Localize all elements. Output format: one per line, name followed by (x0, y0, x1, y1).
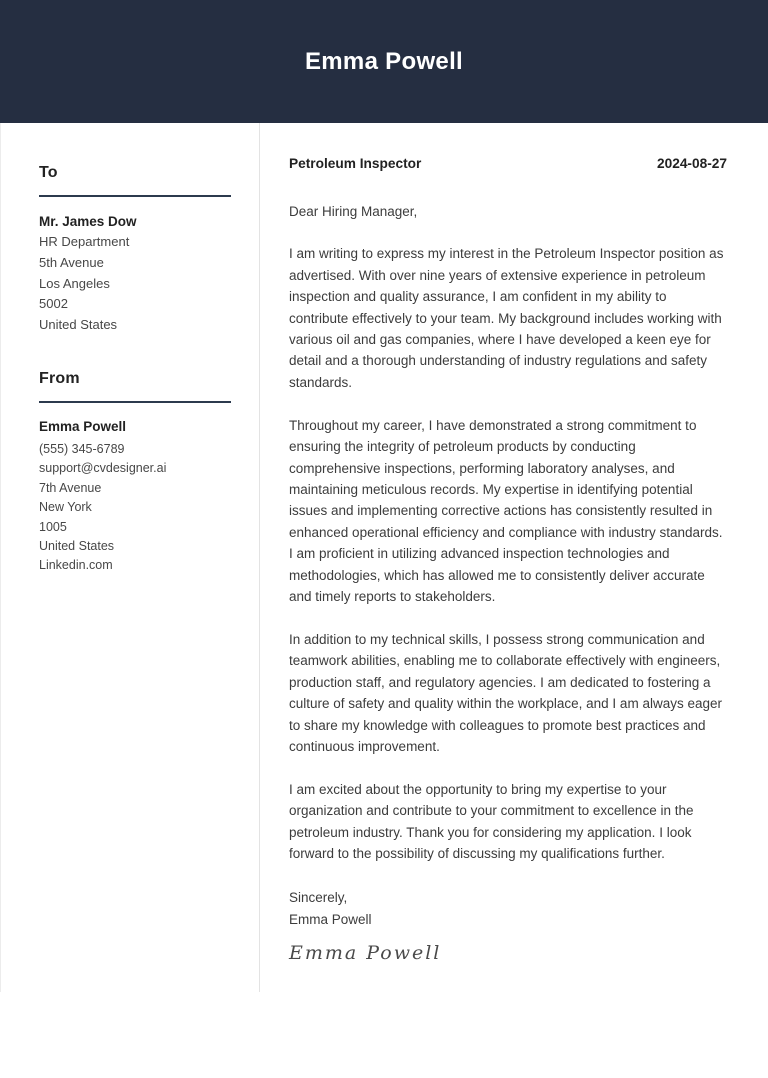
closing-name: Emma Powell (289, 911, 372, 927)
recipient-country: United States (39, 317, 118, 333)
sidebar (1, 123, 260, 992)
sender-city: New York (39, 500, 92, 515)
letter-paragraph: I am excited about the opportunity to bring my expertise to your organization and contribute to your commitment to excellence in the petroleum industry. Thank you for considering my application. I look forward to the possibility of discussing my qualifications further. (289, 781, 694, 862)
letter-paragraph: I am writing to express my interest in the Petroleum Inspector position as advertised. With over nine years of extensive experience in petroleum inspection and quality assurance, I am confident in my ability to contribute effectively to your team. My background includes working with various oil and gas companies, where I have developed a keen eye for detail and a thorough understanding of industry regulations and safety standards. (289, 246, 724, 390)
sender-name: Emma Powell (39, 418, 127, 434)
content-area (0, 123, 768, 992)
sender-street: 7th Avenue (39, 480, 102, 495)
sender-postcode: 1005 (39, 519, 67, 534)
closing-salutation: Sincerely, (289, 890, 348, 906)
recipient-postcode: 5002 (39, 296, 68, 312)
sender-country: United States (39, 539, 115, 554)
letter-paragraph: Throughout my career, I have demonstrated a strong commitment to ensuring the integrity of petroleum products by conducting comprehensive inspections, performing laboratory analyses, and maintaining meticulous records. My expertise in identifying potential issues and implementing corrective actions has consistently resulted in enhanced operational efficiency and compliance with industry standards. I am proficient in utilizing advanced inspection technologies and methodologies, which has allowed me to consistently deliver accurate and timely reports to stakeholders. (289, 417, 723, 604)
to-section-rule (39, 195, 231, 197)
handwritten-signature: Emma Powell (289, 942, 442, 965)
header-banner (0, 0, 768, 123)
from-section (39, 370, 231, 576)
from-section-rule (39, 401, 231, 403)
letter-header (289, 156, 727, 171)
closing-block (289, 887, 727, 930)
salutation: Dear Hiring Manager, (289, 204, 418, 219)
to-heading: To (39, 164, 58, 181)
from-heading: From (39, 369, 80, 387)
recipient-city: Los Angeles (39, 275, 110, 291)
recipient-name: Mr. James Dow (39, 214, 137, 229)
sender-linkedin[interactable]: Linkedin.com (39, 558, 113, 573)
job-title: Petroleum Inspector (289, 156, 422, 171)
letter-date: 2024-08-27 (656, 156, 727, 171)
to-section (39, 164, 231, 336)
sender-phone: (555) 345-6789 (39, 441, 125, 456)
recipient-street: 5th Avenue (39, 254, 104, 270)
letter-paragraph: In addition to my technical skills, I possess strong communication and teamwork abilities, enabling me to collaborate effectively with engineers, production staff, and regulatory agencies. I am dedicated to fostering a culture of safety and quality within the workplace, and I am always eager to share my knowledge with colleagues to promote best practices and continuous improvement. (289, 631, 722, 754)
page-title: Emma Powell (304, 47, 464, 75)
recipient-department: HR Department (39, 234, 130, 249)
sender-email[interactable]: support@cvdesigner.ai (39, 461, 167, 476)
letter-body (260, 123, 768, 992)
